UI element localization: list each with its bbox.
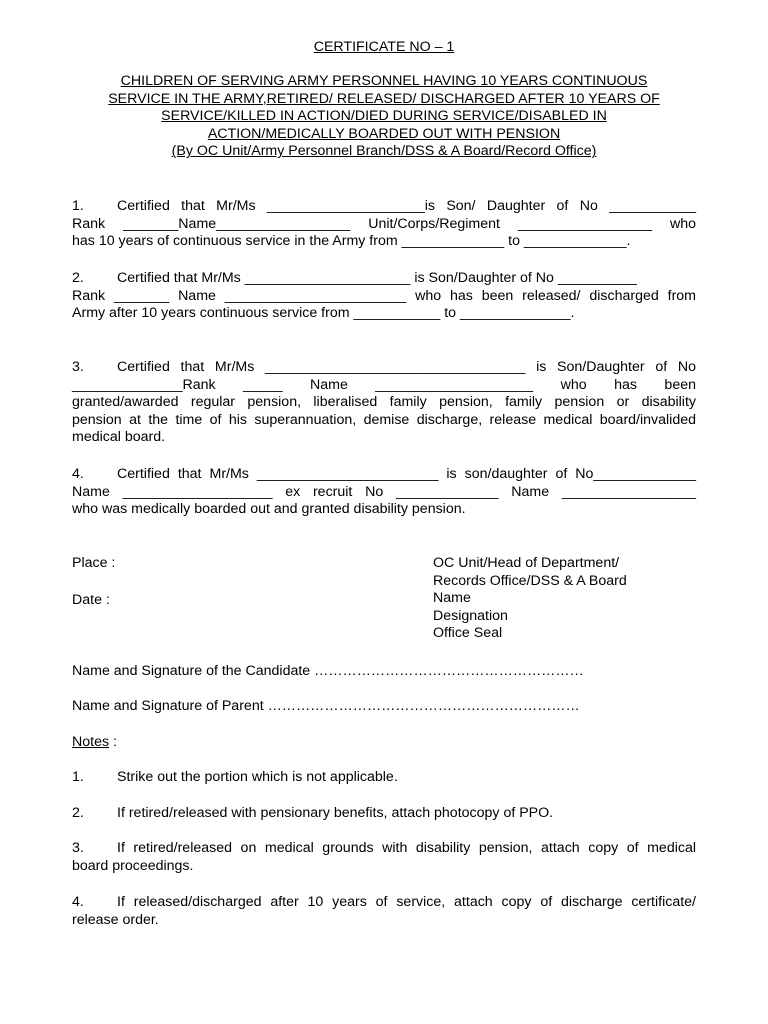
- note-text: board proceedings.: [72, 857, 194, 874]
- clause-text: Rank _______Name_________________ Unit/Corps/Regiment _________________ who: [72, 215, 696, 232]
- note-text: release order.: [72, 911, 159, 928]
- authority-line: Office Seal: [433, 625, 503, 642]
- note-number: 2.: [72, 805, 84, 821]
- heading-line: ACTION/MEDICALLY BOARDED OUT WITH PENSION: [207, 125, 561, 142]
- parent-signature-line: Name and Signature of Parent …………………………………………………………: [72, 698, 580, 714]
- clause-2: [72, 270, 696, 323]
- authority-line: Records Office/DSS & A Board: [433, 572, 627, 589]
- note-text: Strike out the portion which is not applicable.: [117, 769, 398, 785]
- clause-3: [72, 359, 696, 447]
- authority-line: Designation: [433, 607, 508, 624]
- clause-number: 3.: [72, 359, 84, 375]
- notes-heading: [72, 734, 117, 752]
- clause-text: Army after 10 years continuous service from ___________ to ______________.: [72, 305, 575, 322]
- note-text: If retired/released on medical grounds with disability pension, attach copy of medical: [117, 840, 696, 856]
- clause-text: pension at the time of his superannuation, demise discharge, release medical board/invalided: [72, 411, 696, 428]
- note-number: 1.: [72, 769, 84, 785]
- clause-number: 4.: [72, 466, 84, 482]
- heading-line: SERVICE/KILLED IN ACTION/DIED DURING SERVICE/DISABLED IN: [161, 108, 607, 125]
- notes-colon: :: [109, 734, 117, 750]
- clause-1: [72, 198, 696, 251]
- notes-label: Notes: [72, 734, 110, 750]
- note-2: [72, 805, 696, 823]
- place-label: Place :: [72, 555, 116, 571]
- certificate-title: CERTIFICATE NO – 1: [313, 39, 455, 55]
- clause-text: ______________Rank _____ Name ____________________ who has been: [72, 376, 696, 393]
- clause-text: Certified that Mr/Ms _____________________ is Son/Daughter of No __________: [117, 270, 637, 286]
- heading-subtitle: (By OC Unit/Army Personnel Branch/DSS & A Board/Record Office): [171, 143, 597, 160]
- authority-block: [433, 555, 627, 643]
- clause-number: 2.: [72, 270, 84, 286]
- note-text: If released/discharged after 10 years of service, attach copy of discharge certificate/: [117, 894, 696, 910]
- heading-line: CHILDREN OF SERVING ARMY PERSONNEL HAVING 10 YEARS CONTINUOUS: [120, 73, 648, 89]
- note-3: [72, 840, 696, 875]
- clause-text: Certified that Mr/Ms _______________________ is son/daughter of No_____________: [117, 466, 696, 482]
- note-1: [72, 769, 696, 787]
- note-text: If retired/released with pensionary benefits, attach photocopy of PPO.: [117, 805, 554, 821]
- date-label: Date :: [72, 592, 110, 608]
- clause-text: has 10 years of continuous service in the Army from _____________ to _____________.: [72, 233, 631, 250]
- clause-4: [72, 466, 696, 519]
- certificate-heading: [72, 73, 696, 161]
- note-number: 3.: [72, 840, 84, 856]
- clause-number: 1.: [72, 198, 84, 214]
- clause-text: Certified that Mr/Ms ____________________is Son/ Daughter of No ___________: [117, 198, 696, 214]
- authority-line: Name: [433, 590, 471, 607]
- clause-text: Rank _______ Name _______________________ who has been released/ discharged from: [72, 287, 696, 304]
- note-number: 4.: [72, 894, 84, 910]
- clause-text: Name ___________________ ex recruit No _____________ Name _________________: [72, 483, 696, 500]
- clause-text: Certified that Mr/Ms _________________________________ is Son/Daughter of No: [117, 359, 696, 375]
- clause-text: granted/awarded regular pension, liberalised family pension, family pension or disability: [72, 394, 696, 411]
- heading-line: SERVICE IN THE ARMY,RETIRED/ RELEASED/ DISCHARGED AFTER 10 YEARS OF: [108, 90, 660, 107]
- candidate-signature-line: Name and Signature of the Candidate …………………………………………………: [72, 663, 584, 679]
- note-4: [72, 894, 696, 929]
- authority-line: OC Unit/Head of Department/: [433, 555, 620, 571]
- clause-text: who was medically boarded out and granted disability pension.: [72, 501, 466, 518]
- clause-text: medical board.: [72, 429, 166, 446]
